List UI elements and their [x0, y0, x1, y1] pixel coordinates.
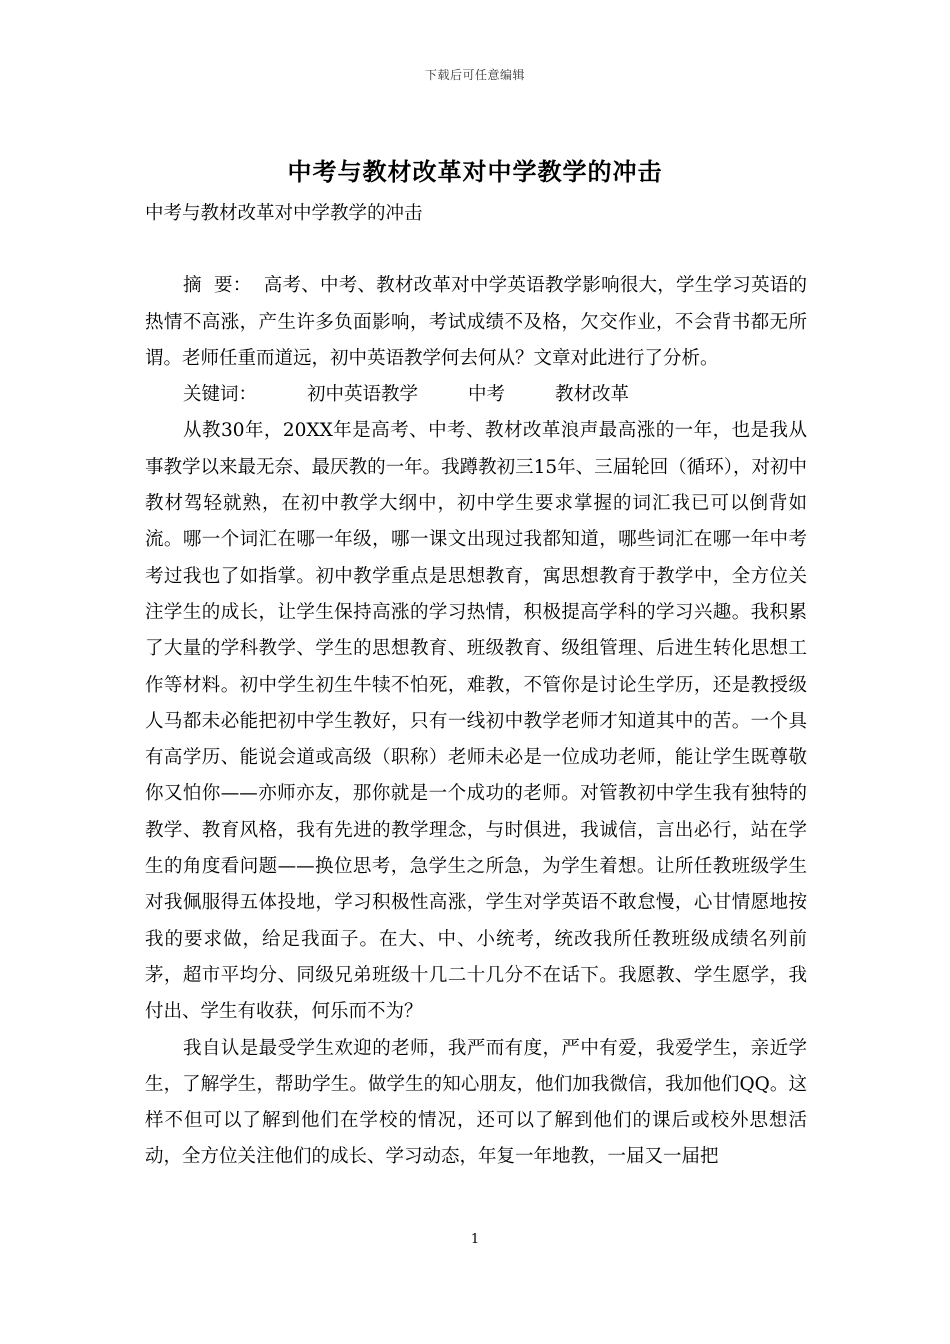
header-note: 下载后可任意编辑	[424, 68, 525, 82]
document-title: 中考与教材改革对中学教学的冲击	[287, 157, 663, 186]
abstract-paragraph	[145, 268, 807, 377]
abstract-text: 高考、中考、教材改革对中学英语教学影响很大，学生学习英语的热情不高涨，产生许多负面影响，考试成绩不及格，欠交作业，不会背书都无所谓。老师任重而道远，初中英语教学何去何从？文章对此进行了分析。	[145, 275, 807, 369]
abstract-label: 摘 要：	[183, 275, 252, 297]
document-subtitle: 中考与教材改革对中学教学的冲击	[145, 203, 423, 224]
keyword-item: 中考	[468, 384, 506, 406]
body-paragraph: 从教30年，20XX年是高考、中考、教材改革浪声最高涨的一年，也是我从事教学以来最无奈、最厌教的一年。我蹲教初三15年、三届轮回（循环），对初中教材驾轻就熟，在初中教学大纲中，初中学生要求掌握的词汇我已可以倒背如流。哪一个词汇在哪一年级，哪一课文出现过我都知道，哪些词汇在哪一年中考考过我也了如指掌。初中教学重点是思想教育，寓思想教育于教学中，全方位关注学生的成长，让学生保持高涨的学习热情，积极提高学科的学习兴趣。我积累了大量的学科教学、学生的思想教育、班级教育、级组管理、后进生转化思想工作等材料。初中学生初生牛犊不怕死，难教，不管你是讨论生学历，还是教授级人马都未必能把初中学生教好，只有一线初中教学老师才知道其中的苦。一个具有高学历、能说会道或高级（职称）老师未必是一位成功老师，能让学生既尊敬你又怕你——亦师亦友，那你就是一个成功的老师。对管教初中学生我有独特的教学、教育风格，我有先进的教学理念，与时俱进，我诚信，言出必行，站在学生的角度看问题——换位思考，急学生之所急，为学生着想。让所任教班级学生对我佩服得五体投地，学习积极性高涨，学生对学英语不敢怠慢，心甘情愿地按我的要求做，给足我面子。在大、中、小统考，统改我所任教班级成绩名列前茅，超市平均分、同级兄弟班级十几二十几分不在话下。我愿教、学生愿学，我付出、学生有收获，何乐而不为？	[145, 420, 807, 1023]
document-body	[145, 196, 807, 1176]
page-number: 1	[470, 1232, 480, 1247]
keyword-item: 初中英语教学	[307, 384, 419, 406]
keywords-label: 关键词：	[183, 384, 258, 406]
keywords-paragraph	[145, 377, 807, 413]
body-paragraph: 我自认是最受学生欢迎的老师，我严而有度，严中有爱，我爱学生，亲近学生，了解学生，帮助学生。做学生的知心朋友，他们加我微信，我加他们QQ。这样不但可以了解到他们在学校的情况，还可以了解到他们的课后或校外思想活动，全方位关注他们的成长、学习动态，年复一年地教，一届又一届把	[145, 1037, 807, 1168]
keyword-item: 教材改革	[555, 384, 630, 406]
